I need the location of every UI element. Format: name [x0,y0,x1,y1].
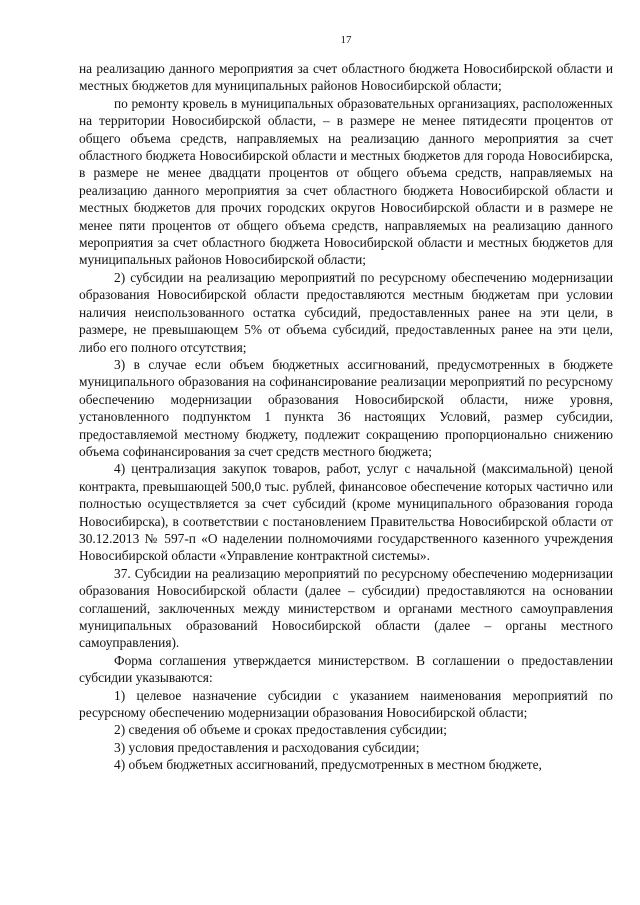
paragraph-agreement-item-1: 1) целевое назначение субсидии с указанием наименования мероприятий по ресурсному обеспечению модернизации образования Новосибирской области; [79,687,613,721]
paragraph-agreement-item-4: 4) объем бюджетных ассигнований, предусмотренных в местном бюджете, [114,757,542,773]
page-number: 17 [340,34,352,46]
paragraph-clause-37: 37. Субсидии на реализацию мероприятий по ресурсному обеспечению модернизации образования Новосибирской области (далее – субсидии) предоставляются на основании соглашений, заключенных между министерством и органами местного самоуправления муниципальных образований Новосибирской области (далее – органы местного самоуправления). [79,565,613,651]
paragraph-agreement-item-2: 2) сведения об объеме и сроках предоставления субсидии; [114,722,447,738]
paragraph-agreement-form: Форма соглашения утверждается министерством. В соглашении о предоставлении субсидии указываются: [79,652,613,686]
paragraph-item-4: 4) централизация закупок товаров, работ, услуг с начальной (максимальной) ценой контракта, превышающей 500,0 тыс. рублей, финансовое обеспечение которых частично или полностью осуществляется за счет субсидий (кроме муниципального образования города Новосибирска), в соответствии с постановлением Правительства Новосибирской области от 30.12.2013 № 597-п «О наделении полномочиями государственного казенного учреждения Новосибирской области «Управление контрактной системы». [79,461,613,564]
paragraph-roof-repair: по ремонту кровель в муниципальных образовательных организациях, расположенных на территории Новосибирской области, – в размере не менее пятидесяти процентов от общего объема средств, направляемых на реализацию данного мероприятия за счет областного бюджета Новосибирской области и местных бюджетов для города Новосибирска, в размере не менее двадцати процентов от общего объема средств, направляемых на реализацию данного мероприятия за счет областного бюджета Новосибирской области и местных бюджетов для прочих городских округов Новосибирской области и в размере не менее пяти процентов от общего объема средств, направляемых на реализацию данного мероприятия за счет областного бюджета Новосибирской области и местных бюджетов для муниципальных районов Новосибирской области; [79,95,613,268]
document-body [79,60,613,774]
paragraph-item-2: 2) субсидии на реализацию мероприятий по ресурсному обеспечению модернизации образования Новосибирской области предоставляются местным бюджетам при условии наличия неиспользованного остатка субсидий, предоставленных ранее на эти цели, в размере, не превышающем 5% от объема субсидий, предоставленных ранее на эти цели, либо его полного отсутствия; [79,269,613,355]
paragraph-item-3: 3) в случае если объем бюджетных ассигнований, предусмотренных в бюджете муниципального образования на софинансирование реализации мероприятий по ресурсному обеспечению модернизации образования Новосибирской области, ниже уровня, установленного подпунктом 1 пункта 36 настоящих Условий, размер субсидии, предоставляемой местному бюджету, подлежит сокращению пропорционально снижению объема софинансирования за счет средств местного бюджета; [79,356,613,459]
paragraph-continuation: на реализацию данного мероприятия за счет областного бюджета Новосибирской области и местных бюджетов для муниципальных районов Новосибирской области; [79,61,613,94]
paragraph-agreement-item-3: 3) условия предоставления и расходования субсидии; [114,739,420,755]
